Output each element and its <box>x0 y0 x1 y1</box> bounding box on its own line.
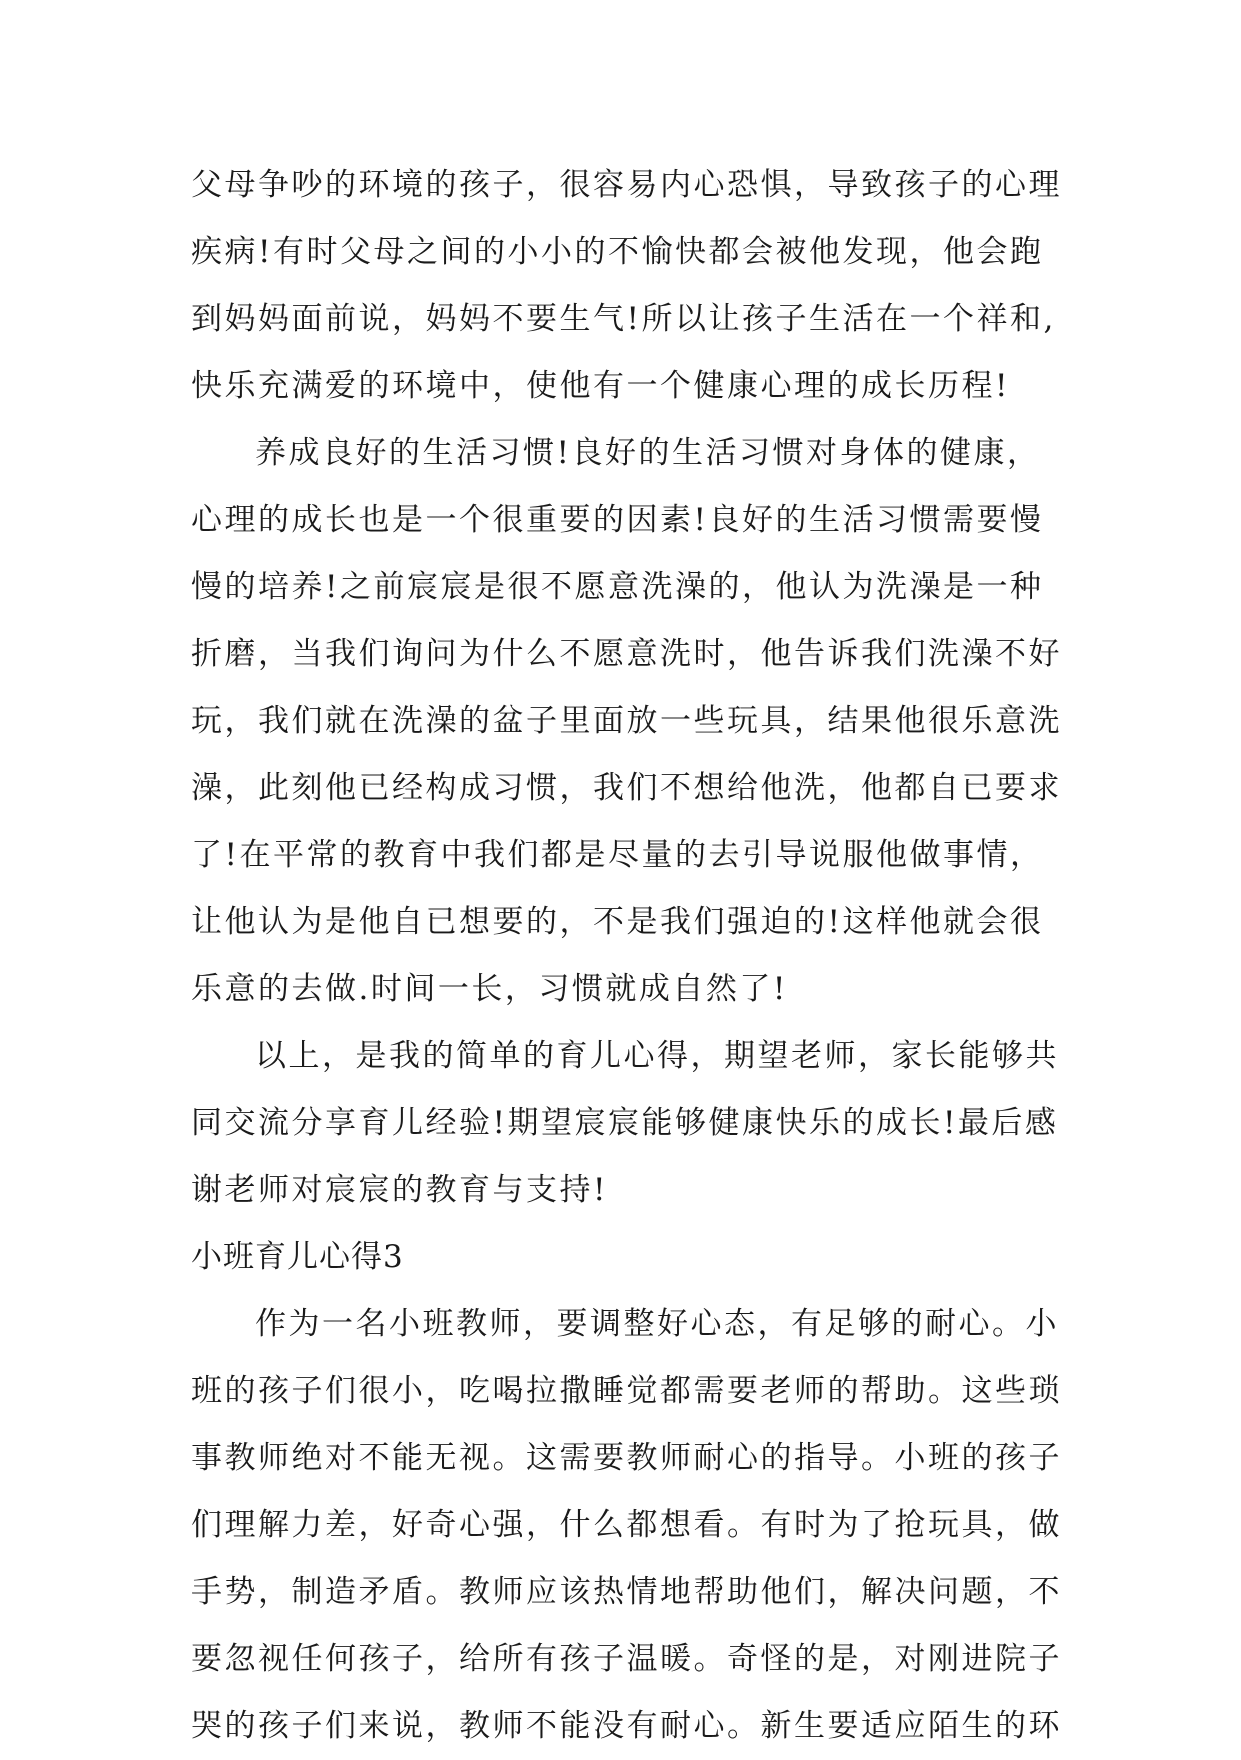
text-line: 玩，我们就在洗澡的盆子里面放一些玩具，结果他很乐意洗 <box>191 703 1062 739</box>
text-line: 疾病!有时父母之间的小小的不愉快都会被他发现，他会跑 <box>191 234 1044 270</box>
paragraph-start-line: 作为一名小班教师，要调整好心态，有足够的耐心。小 <box>255 1306 1059 1342</box>
paragraph-start-line: 以上，是我的简单的育儿心得，期望老师，家长能够共 <box>255 1038 1059 1074</box>
text-line: 事教师绝对不能无视。这需要教师耐心的指导。小班的孩子 <box>191 1440 1062 1476</box>
text-line: 了!在平常的教育中我们都是尽量的去引导说服他做事情， <box>191 837 1044 873</box>
text-line: 谢老师对宸宸的教育与支持! <box>191 1172 608 1208</box>
text-line: 到妈妈面前说，妈妈不要生气!所以让孩子生活在一个祥和, <box>191 301 1056 337</box>
paragraph-start-line: 养成良好的生活习惯!良好的生活习惯对身体的健康， <box>255 435 1041 471</box>
document-body <box>191 152 1062 1760</box>
text-line: 澡，此刻他已经构成习惯，我们不想给他洗，他都自已要求 <box>191 770 1062 806</box>
text-line: 同交流分享育儿经验!期望宸宸能够健康快乐的成长!最后感 <box>191 1105 1059 1141</box>
text-line: 慢的培养!之前宸宸是很不愿意洗澡的，他认为洗澡是一种 <box>191 569 1044 605</box>
text-line: 快乐充满爱的环境中，使他有一个健康心理的成长历程! <box>191 368 1010 404</box>
text-line: 让他认为是他自已想要的，不是我们强迫的!这样他就会很 <box>191 904 1044 940</box>
text-line: 要忽视任何孩子，给所有孩子温暖。奇怪的是，对刚进院子 <box>191 1641 1062 1677</box>
section-heading: 小班育儿心得3 <box>191 1239 404 1275</box>
text-line: 们理解力差，好奇心强，什么都想看。有时为了抢玩具，做 <box>191 1507 1062 1543</box>
text-line: 父母争吵的环境的孩子，很容易内心恐惧，导致孩子的心理 <box>191 167 1062 203</box>
text-line: 心理的成长也是一个很重要的因素!良好的生活习惯需要慢 <box>191 502 1044 538</box>
text-line: 折磨，当我们询问为什么不愿意洗时，他告诉我们洗澡不好 <box>191 636 1062 672</box>
text-line: 手势，制造矛盾。教师应该热情地帮助他们，解决问题，不 <box>191 1574 1062 1610</box>
text-line: 班的孩子们很小，吃喝拉撒睡觉都需要老师的帮助。这些琐 <box>191 1373 1062 1409</box>
text-line: 哭的孩子们来说，教师不能没有耐心。新生要适应陌生的环 <box>191 1708 1062 1744</box>
text-line: 乐意的去做.时间一长，习惯就成自然了! <box>191 971 788 1007</box>
